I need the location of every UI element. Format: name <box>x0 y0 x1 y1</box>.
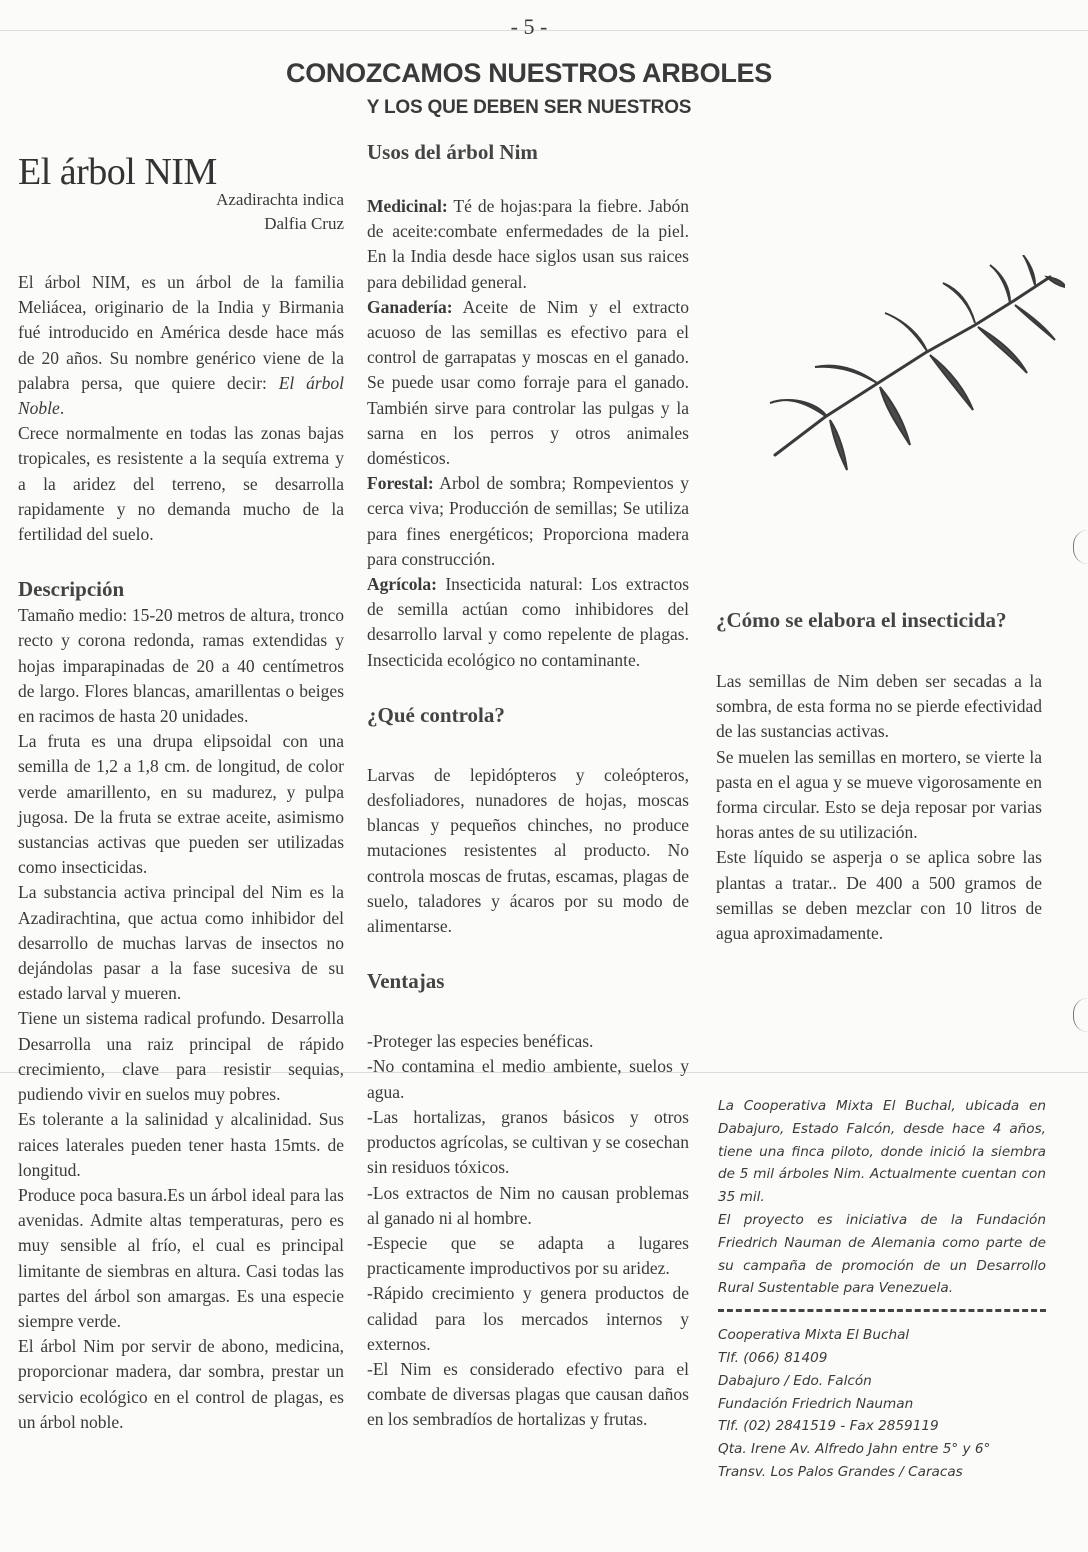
column-right <box>716 605 1042 946</box>
page-subtitle: Y LOS QUE DEBEN SER NUESTROS <box>366 97 692 118</box>
elaboration-paragraph: Las semillas de Nim deben ser secadas a la sombra, de esta forma no se pierde efectividad de las sustancias activas. <box>716 671 1042 742</box>
description-paragraph: Tiene un sistema radical profundo. Desarrolla Desarrolla una raiz principal de rápido crecimiento, clave para resistir sequias, pudiendo vivir en suelos muy pobres. <box>18 1008 344 1105</box>
dashed-divider <box>718 1309 1046 1312</box>
species-name: Azadirachta indica <box>216 190 344 209</box>
intro-paragraph: El árbol NIM, es un árbol de la familia Meliácea, originario de la India y Birmania fué introducido en América desde hace más de 20 años. Su nombre genérico viene de la palabra persa, que quiere decir: El árbol Noble. <box>18 272 344 419</box>
description-paragraph: La substancia activa principal del Nim es la Azadirachtina, que actua como inhibidor del desarrollo de muchas larvas de insectos no dejándolas pasar a la fase sucesiva de su estado larval y mueren. <box>18 882 344 1004</box>
advantage-item: -Proteger las especies benéficas. <box>367 1031 594 1052</box>
section-heading-que-controla: ¿Qué controla? <box>367 702 505 727</box>
description-paragraph: Es tolerante a la salinidad y alcalinidad. Sus raices laterales pueden tener hasta 15mts. de longitud. <box>18 1109 344 1180</box>
contact-block <box>718 1324 1046 1484</box>
contact-line: Dabajuro / Edo. Falcón <box>718 1372 872 1389</box>
contact-line: Qta. Irene Av. Alfredo Jahn entre 5° y 6° <box>718 1441 991 1458</box>
advantage-item: -Los extractos de Nim no causan problemas al ganado ni al hombre. <box>367 1182 689 1228</box>
advantage-item: -Rápido crecimiento y genera productos de calidad para los mercados internos y externos. <box>367 1283 689 1354</box>
section-heading-usos: Usos del árbol Nim <box>367 140 538 164</box>
author-name: Dalfia Cruz <box>264 214 344 233</box>
note-paragraph: La Cooperativa Mixta El Buchal, ubicada en Dabajuro, Estado Falcón, desde hace 4 años, tiene una finca piloto, donde inició la siembra de 5 mil árboles Nim. Actualmente cuentan con 35 mil. <box>718 1098 1046 1206</box>
advantage-item: -Las hortalizas, granos básicos y otros productos agrícolas, se cultivan y se cosechan sin residuos tóxicos. <box>367 1106 689 1178</box>
intro-paragraph: Crece normalmente en todas las zonas bajas tropicales, es resistente a la sequía extrema y a la aridez del terreno, se desarrolla rapidamente y no demanda mucho de la fertilidad del suelo. <box>18 423 344 545</box>
page-title: CONOZCAMOS NUESTROS ARBOLES <box>286 58 772 88</box>
punch-hole-mark <box>1073 998 1088 1032</box>
advantage-item: -Especie que se adapta a lugares practicamente improductivos por su aridez. <box>367 1232 689 1279</box>
use-item: Forestal: Arbol de sombra; Rompevientos y cerca viva; Producción de semillas; Se utiliza para fines energéticos; Proporciona madera para construcción. <box>367 473 689 569</box>
elaboration-paragraph: Se muelen las semillas en mortero, se vierte la pasta en el agua y se mueve vigorosamente en forma circular. Esto se deja reposar por varias horas antes de su utilización. <box>716 746 1042 843</box>
section-heading-descripcion: Descripción <box>18 577 125 602</box>
description-paragraph: La fruta es una drupa elipsoidal con una semilla de 1,2 a 1,8 cm. de longitud, de color verde amarillento, en su madurez, y pulpa jugosa. De la fruta se extrae aceite, asimismo sustancias activas que pueden ser utilizadas como insecticidas. <box>18 731 344 878</box>
column-left <box>18 152 344 1435</box>
article-title: El árbol NIM <box>18 151 217 193</box>
use-item: Agrícola: Insecticida natural: Los extractos de semilla actúan como inhibidores del desarrollo larval y como repelente de plagas. Insecticida ecológico no contaminante. <box>367 574 689 670</box>
contact-line: Tlf. (02) 2841519 - Fax 2859119 <box>718 1418 939 1435</box>
emphasis-text: El árbol Noble <box>18 372 344 419</box>
project-notes <box>718 1095 1046 1484</box>
contact-line: Cooperativa Mixta El Buchal <box>718 1327 910 1344</box>
description-paragraph: Produce poca basura.Es un árbol ideal para las avenidas. Admite altas temperaturas, pero es muy sensible al frío, el cual es principal limitante de siembras en altura. Casi todas las partes del árbol son amargas. Es una especie siempre verde. <box>18 1184 344 1331</box>
page-number: - 5 - <box>510 14 548 39</box>
contact-line: Transv. Los Palos Grandes / Caracas <box>718 1463 963 1480</box>
description-paragraph: Tamaño medio: 15-20 metros de altura, tronco recto y corona redonda, ramas extendidas y hojas imparapinadas de 20 a 40 centímetros de largo. Flores blancas, amarillentas o beiges en racimos de hasta 20 unidades. <box>18 605 344 727</box>
elaboration-paragraph: Este líquido se asperja o se aplica sobre las plantas a tratar.. De 400 a 500 gramos de semillas se deben mezclar con 10 litros de agua aproximadamente. <box>716 847 1042 944</box>
section-heading-ventajas: Ventajas <box>367 969 445 994</box>
punch-hole-mark <box>1073 530 1088 564</box>
use-item: Medicinal: Té de hojas:para la fiebre. Jabón de aceite:combate enfermedades de la piel. En la India desde hace siglos usan sus raices para debilidad general. <box>367 196 689 292</box>
advantage-item: -El Nim es considerado efectivo para el combate de diversas plagas que causan daños en los sembradíos de hortalizas y frutas. <box>367 1358 689 1430</box>
description-paragraph: El árbol Nim por servir de abono, medicina, proporcionar madera, dar sombra, prestar un servicio ecológico en el control de plagas, es un árbol noble. <box>18 1336 344 1432</box>
use-item: Ganadería: Aceite de Nim y el extracto acuoso de las semillas es efectivo para el control de garrapatas y moscas en el ganado. Se puede usar como forraje para el ganado. También sirve para controlar las pulgas y la sarna en los perros y otros animales domésticos. <box>367 296 689 469</box>
contact-line: Tlf. (066) 81409 <box>718 1349 828 1366</box>
section-heading-elaboracion: ¿Cómo se elabora el insecticida? <box>716 608 1007 632</box>
note-paragraph: El proyecto es iniciativa de la Fundación Friedrich Nauman de Alemania como parte de su campaña de promoción de un Desarrollo Rural Sustentable para Venezuela. <box>718 1211 1046 1297</box>
advantage-item: -No contamina el medio ambiente, suelos y agua. <box>367 1056 689 1102</box>
column-middle <box>367 138 689 1433</box>
neem-leaf-icon <box>765 255 1065 485</box>
controla-paragraph: Larvas de lepidópteros y coleópteros, desfoliadores, nunadores de hojas, moscas blancas y pequeños chinches, no produce mutaciones resistentes al producto. No controla moscas de frutas, escamas, plagas de suelo, taladores y ácaros por su modo de alimentarse. <box>367 764 689 937</box>
contact-line: Fundación Friedrich Nauman <box>718 1395 914 1412</box>
